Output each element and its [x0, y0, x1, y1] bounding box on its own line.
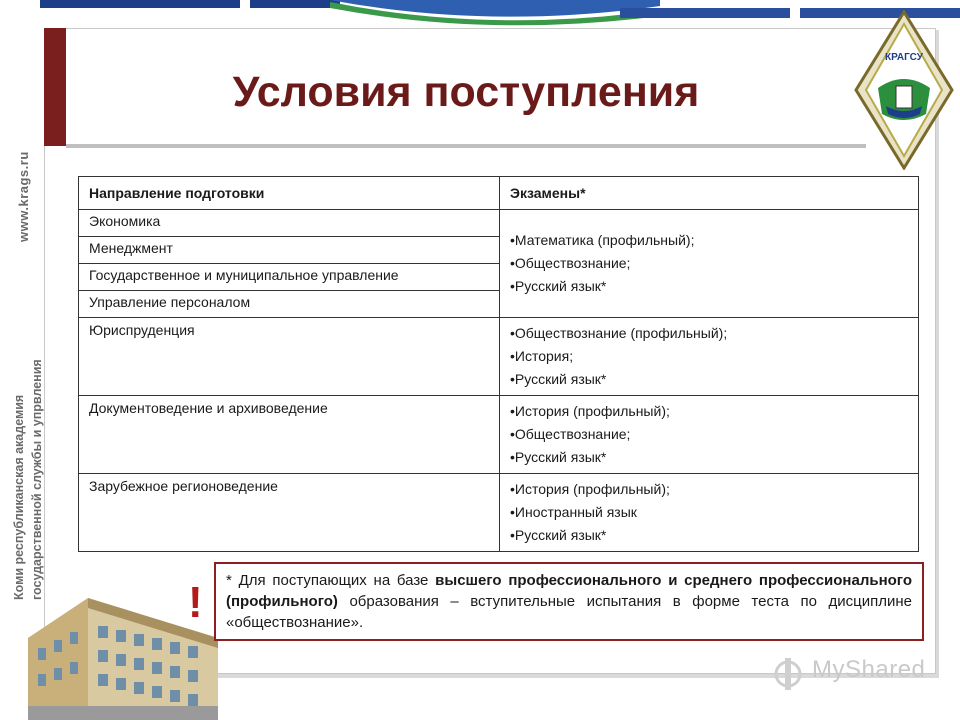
direction-cell: Менеджмент — [79, 237, 500, 264]
exams-cell — [500, 474, 919, 552]
exam-item: •История (профильный); — [510, 403, 670, 419]
org-name-line1: Коми республиканская академия — [12, 394, 26, 600]
exam-item: •Иностранный язык — [510, 504, 637, 520]
exam-item: •История (профильный); — [510, 481, 670, 497]
emblem-text: КРАГСУ — [885, 52, 923, 63]
page-title: Условия поступления — [232, 68, 700, 116]
stripe — [250, 0, 340, 8]
exam-item: •История; — [510, 348, 574, 364]
watermark-text: MyShared — [812, 656, 926, 683]
exam-item: •Русский язык* — [510, 278, 607, 294]
wave-decoration — [330, 0, 660, 28]
org-name-line2: государственной службы и упрвления — [30, 359, 44, 600]
header-exams: Экзамены* — [500, 177, 919, 210]
exam-item: •Обществознание; — [510, 426, 631, 442]
exam-item: •Русский язык* — [510, 449, 607, 465]
exams-cell — [500, 396, 919, 474]
direction-cell: Документоведение и архивоведение — [79, 396, 500, 474]
watermark — [768, 654, 948, 694]
table-header-row — [79, 177, 919, 210]
table-row — [79, 318, 919, 396]
stripe — [620, 8, 790, 18]
title-underline — [66, 144, 866, 148]
admission-table — [78, 176, 919, 552]
direction-cell: Управление персоналом — [79, 291, 500, 318]
table-row — [79, 474, 919, 552]
table-row — [79, 396, 919, 474]
top-decoration — [0, 0, 960, 30]
header-direction: Направление подготовки — [79, 177, 500, 210]
exam-item: •Русский язык* — [510, 527, 607, 543]
direction-cell: Зарубежное регионоведение — [79, 474, 500, 552]
exam-item: •Математика (профильный); — [510, 232, 695, 248]
direction-cell: Юриспруденция — [79, 318, 500, 396]
direction-cell: Государственное и муниципальное управление — [79, 264, 500, 291]
footnote-text: образования – вступительные испытания в форме теста по дисциплине «обществознание». — [226, 593, 912, 631]
exam-item: •Обществознание (профильный); — [510, 325, 728, 341]
direction-cell: Экономика — [79, 210, 500, 237]
footnote-bold-text: высшего профессионального и среднего профессионального (профильного) — [226, 572, 913, 610]
footnote-text: * Для поступающих на базе — [226, 572, 436, 589]
title-accent-bar — [44, 28, 66, 146]
exams-cell — [500, 210, 919, 318]
watermark-logo-icon — [768, 654, 808, 694]
exam-item: •Обществознание; — [510, 255, 631, 271]
exams-cell — [500, 318, 919, 396]
exclamation-mark: ! — [188, 578, 203, 627]
footnote-box — [214, 562, 924, 641]
academy-emblem-icon — [852, 10, 956, 170]
site-url: www.krags.ru — [16, 151, 31, 242]
table-row — [79, 210, 919, 237]
stripe — [40, 0, 240, 8]
exam-item: •Русский язык* — [510, 371, 607, 387]
